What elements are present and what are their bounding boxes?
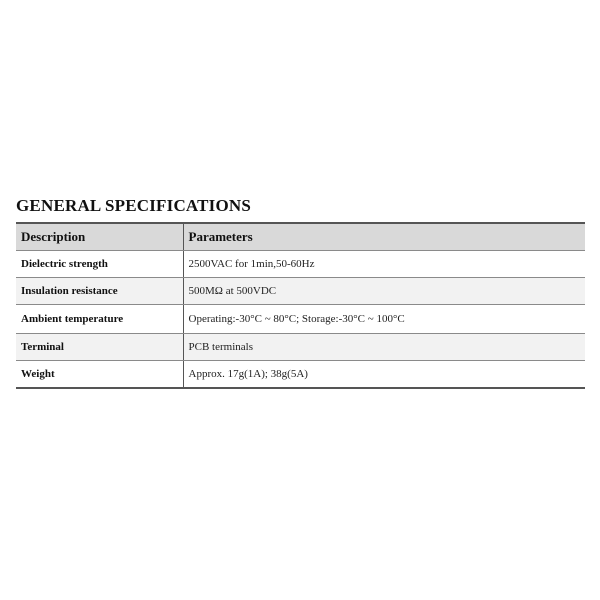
header-parameters: Parameters [183,223,585,251]
header-description: Description [16,223,183,251]
row-parameters: Approx. 17g(1A); 38g(5A) [183,361,585,389]
row-parameters: Operating:-30°C ~ 80°C; Storage:-30°C ~ 100°C [183,305,585,334]
row-parameters: 2500VAC for 1min,50-60Hz [183,251,585,278]
specifications-table [16,222,585,389]
row-description: Insulation resistance [16,278,183,305]
table-row [16,278,585,305]
table-row [16,334,585,361]
row-description: Ambient temperature [16,305,183,334]
row-description: Terminal [16,334,183,361]
row-parameters: 500MΩ at 500VDC [183,278,585,305]
table-row [16,361,585,389]
table-row [16,305,585,334]
table-header-row [16,223,585,251]
row-parameters: PCB terminals [183,334,585,361]
section-title: GENERAL SPECIFICATIONS [16,196,252,215]
row-description: Weight [21,368,55,380]
row-description: Dielectric strength [16,251,183,278]
table-row [16,251,585,278]
general-specifications-section [16,196,585,389]
